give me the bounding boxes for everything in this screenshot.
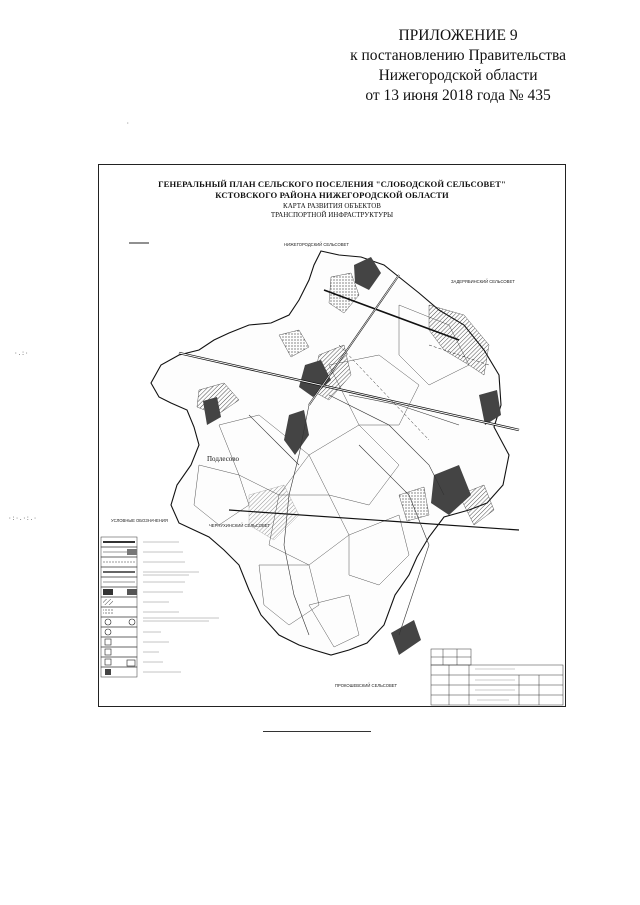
- map-title-line-2: КСТОВСКОГО РАЙОНА НИЖЕГОРОДСКОЙ ОБЛАСТИ: [215, 190, 449, 200]
- annex-resolution-line: к постановлению Правительства: [350, 47, 566, 64]
- scan-specks-left: ·.:·: [14, 350, 29, 357]
- map-frame: [98, 164, 566, 707]
- legend-title: УСЛОВНЫЕ ОБОЗНАЧЕНИЯ: [111, 518, 168, 523]
- label-west: ЧЕРНУХИНСКИЙ СЕЛЬСОВЕТ: [209, 523, 271, 528]
- map-legend: [101, 518, 219, 677]
- title-block-stamp: [431, 649, 563, 705]
- map-subtitle-line-2: ТРАНСПОРТНОЙ ИНФРАСТРУКТУРЫ: [270, 211, 394, 219]
- annex-date-line: от 13 июня 2018 года № 435: [365, 87, 551, 104]
- annex-number: ПРИЛОЖЕНИЕ 9: [398, 27, 518, 44]
- settlement-boundary: [151, 251, 509, 655]
- scan-specks-left-2: ·:·.·:.·: [8, 515, 37, 522]
- map-title-line-1: ГЕНЕРАЛЬНЫЙ ПЛАН СЕЛЬСКОГО ПОСЕЛЕНИЯ "СЛОБОДСКОЙ СЕЛЬСОВЕТ": [158, 179, 506, 189]
- label-village: Подлесово: [207, 455, 240, 463]
- label-north: НИЖЕГОРОДСКИЙ СЕЛЬСОВЕТ: [284, 242, 349, 247]
- settlement-map: [99, 165, 565, 706]
- annex-header: [350, 26, 566, 106]
- annex-region-line: Нижегородской области: [378, 67, 538, 84]
- map-subtitle-line-1: КАРТА РАЗВИТИЯ ОБЪЕКТОВ: [283, 202, 381, 210]
- label-south: ПРОКОШЕВСКИЙ СЕЛЬСОВЕТ: [335, 683, 398, 688]
- bottom-signature-rule: [263, 731, 371, 732]
- label-east: ЗАДЕРЯБИНСКИЙ СЕЛЬСОВЕТ: [451, 279, 515, 284]
- scan-speck-top: ·: [126, 120, 130, 127]
